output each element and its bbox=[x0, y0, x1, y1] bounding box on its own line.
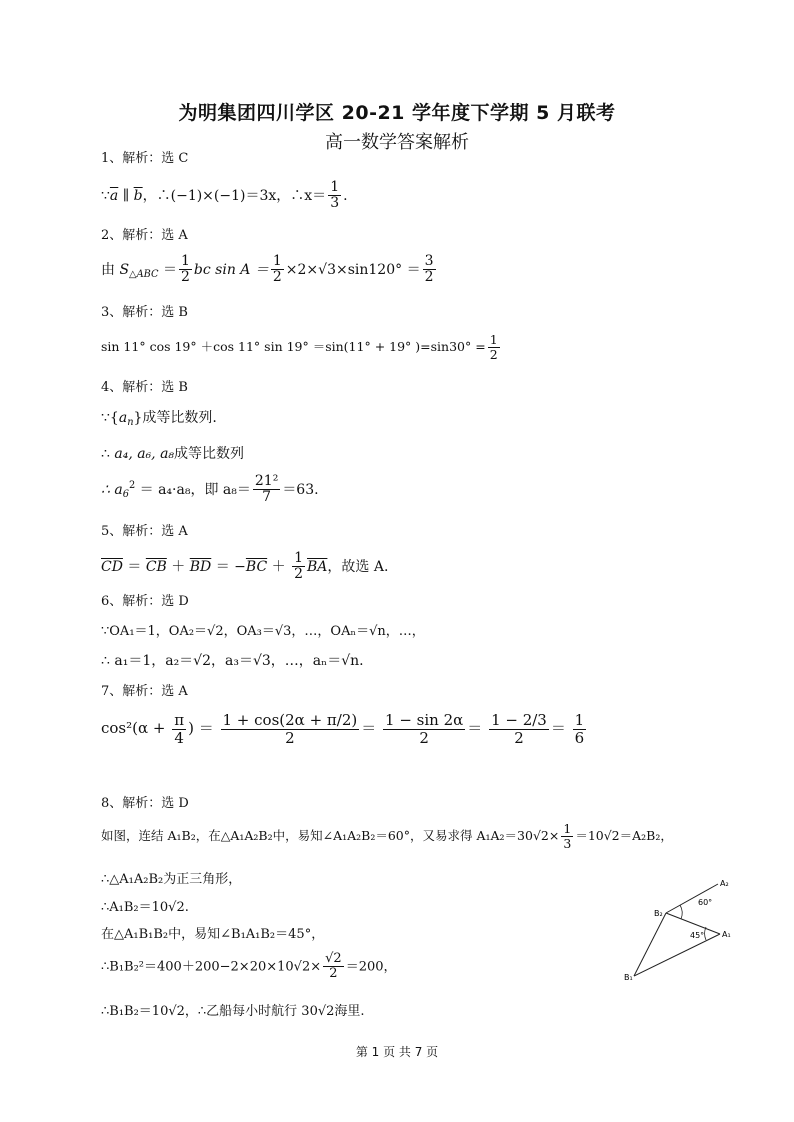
q8-line5: ∴B₁B₂²＝400＋200−2×20×10√2× $\frac{√2}{2}$ ＝200， bbox=[101, 951, 397, 982]
q6-line2: ∴ a₁＝1，a₂＝√2，a₃＝√3，…，aₙ＝√n. bbox=[101, 653, 364, 669]
page-title: 为明集团四川学区 20-21 学年度下学期 5 月联考 bbox=[178, 102, 616, 124]
q8-line1: 如图，连结 A₁B₂，在△A₁A₂B₂中，易知∠A₁A₂B₂＝60°，又易求得 A₁A₂＝30√2× $\frac{1}{3}$ ＝10√2＝A₂B₂， bbox=[101, 821, 673, 851]
fig-label-b2: B₂ bbox=[654, 909, 663, 918]
q2-solution: 由 $S_{\triangle ABC}$ ＝ $\frac{1}{2}$ bc sin A ＝ $\frac{1}{2}$ ×2×√3×sin120° ＝ $\frac{3}{2}$ bbox=[101, 253, 434, 286]
q8-line2: ∴△A₁A₂B₂为正三角形， bbox=[101, 872, 242, 887]
q6-line1: ∵OA₁＝1，OA₂＝√2，OA₃＝√3，…，OAₙ＝√n，…， bbox=[101, 624, 425, 639]
q3-heading: 3、解析：选 B bbox=[101, 305, 188, 320]
fig-edge-b2-b1 bbox=[634, 913, 666, 976]
q8-line6: ∴B₁B₂＝10√2，∴乙船每小时航行 30√2海里. bbox=[101, 1004, 365, 1019]
page-subtitle: 高一数学答案解析 bbox=[325, 132, 469, 153]
q4-line3: ∴ $a_6^2 = a_4\cdot a_8$，即 a₈＝ $\frac{\text{21²}}{7}$ ＝63. bbox=[101, 473, 319, 506]
fig-angle-60: 60° bbox=[698, 898, 713, 907]
q5-solution: $\overline{CD} = \overline{CB} + \overline{BD} = -\overline{BC}$ ＋ $\frac{1}{2}$ $\overline{BA}$，故选 A. bbox=[101, 550, 389, 583]
q8-line3: ∴A₁B₂＝10√2. bbox=[101, 900, 189, 915]
q6-heading: 6、解析：选 D bbox=[101, 594, 189, 609]
fig-angle-60-arc bbox=[680, 905, 682, 919]
fig-label-b1: B₁ bbox=[624, 973, 633, 982]
q5-heading: 5、解析：选 A bbox=[101, 524, 188, 539]
fig-angle-45: 45° bbox=[690, 931, 705, 940]
q8-line4: 在△A₁B₁B₂中，易知∠B₁A₁B₂＝45°， bbox=[101, 927, 325, 942]
q4-line2: ∴ a₄, a₆, a₈成等比数列 bbox=[101, 446, 245, 462]
q7-solution: cos²(α + $\frac{\pi}{4}$ ) ＝ $\frac{1 + \cos(2\alpha + \pi/2)}{2}$ ＝ $\frac{1 - \sin 2\alpha}{2}$ ＝ $\frac{1 - 2/3}{2}$ ＝ $\frac{1}{6}$ bbox=[101, 711, 585, 747]
fig-edge-b1-a1 bbox=[634, 934, 720, 976]
q4-heading: 4、解析：选 B bbox=[101, 380, 188, 395]
q7-heading: 7、解析：选 A bbox=[101, 684, 188, 699]
q1-solution: $\because\overline{a}$ ∥ $\overline{b}$，∴(−1)×(−1)＝3x，∴x＝ $\frac{1}{3}$ . bbox=[101, 179, 348, 212]
q8-heading: 8、解析：选 D bbox=[101, 796, 189, 811]
q1-heading: 1、解析：选 C bbox=[101, 151, 189, 166]
q3-solution: sin 11° cos 19° ＋cos 11° sin 19° ＝sin(11° + 19° )=sin30° = $\frac{1}{2}$ bbox=[101, 332, 498, 362]
fig-label-a1: A₁ bbox=[722, 930, 731, 939]
triangle-figure bbox=[620, 874, 740, 984]
q2-heading: 2、解析：选 A bbox=[101, 228, 188, 243]
page-footer: 第 1 页 共 7 页 bbox=[355, 1045, 439, 1059]
fig-label-a2: A₂ bbox=[720, 879, 729, 888]
q4-line1: $\because\{a_n\}$成等比数列. bbox=[101, 410, 217, 428]
